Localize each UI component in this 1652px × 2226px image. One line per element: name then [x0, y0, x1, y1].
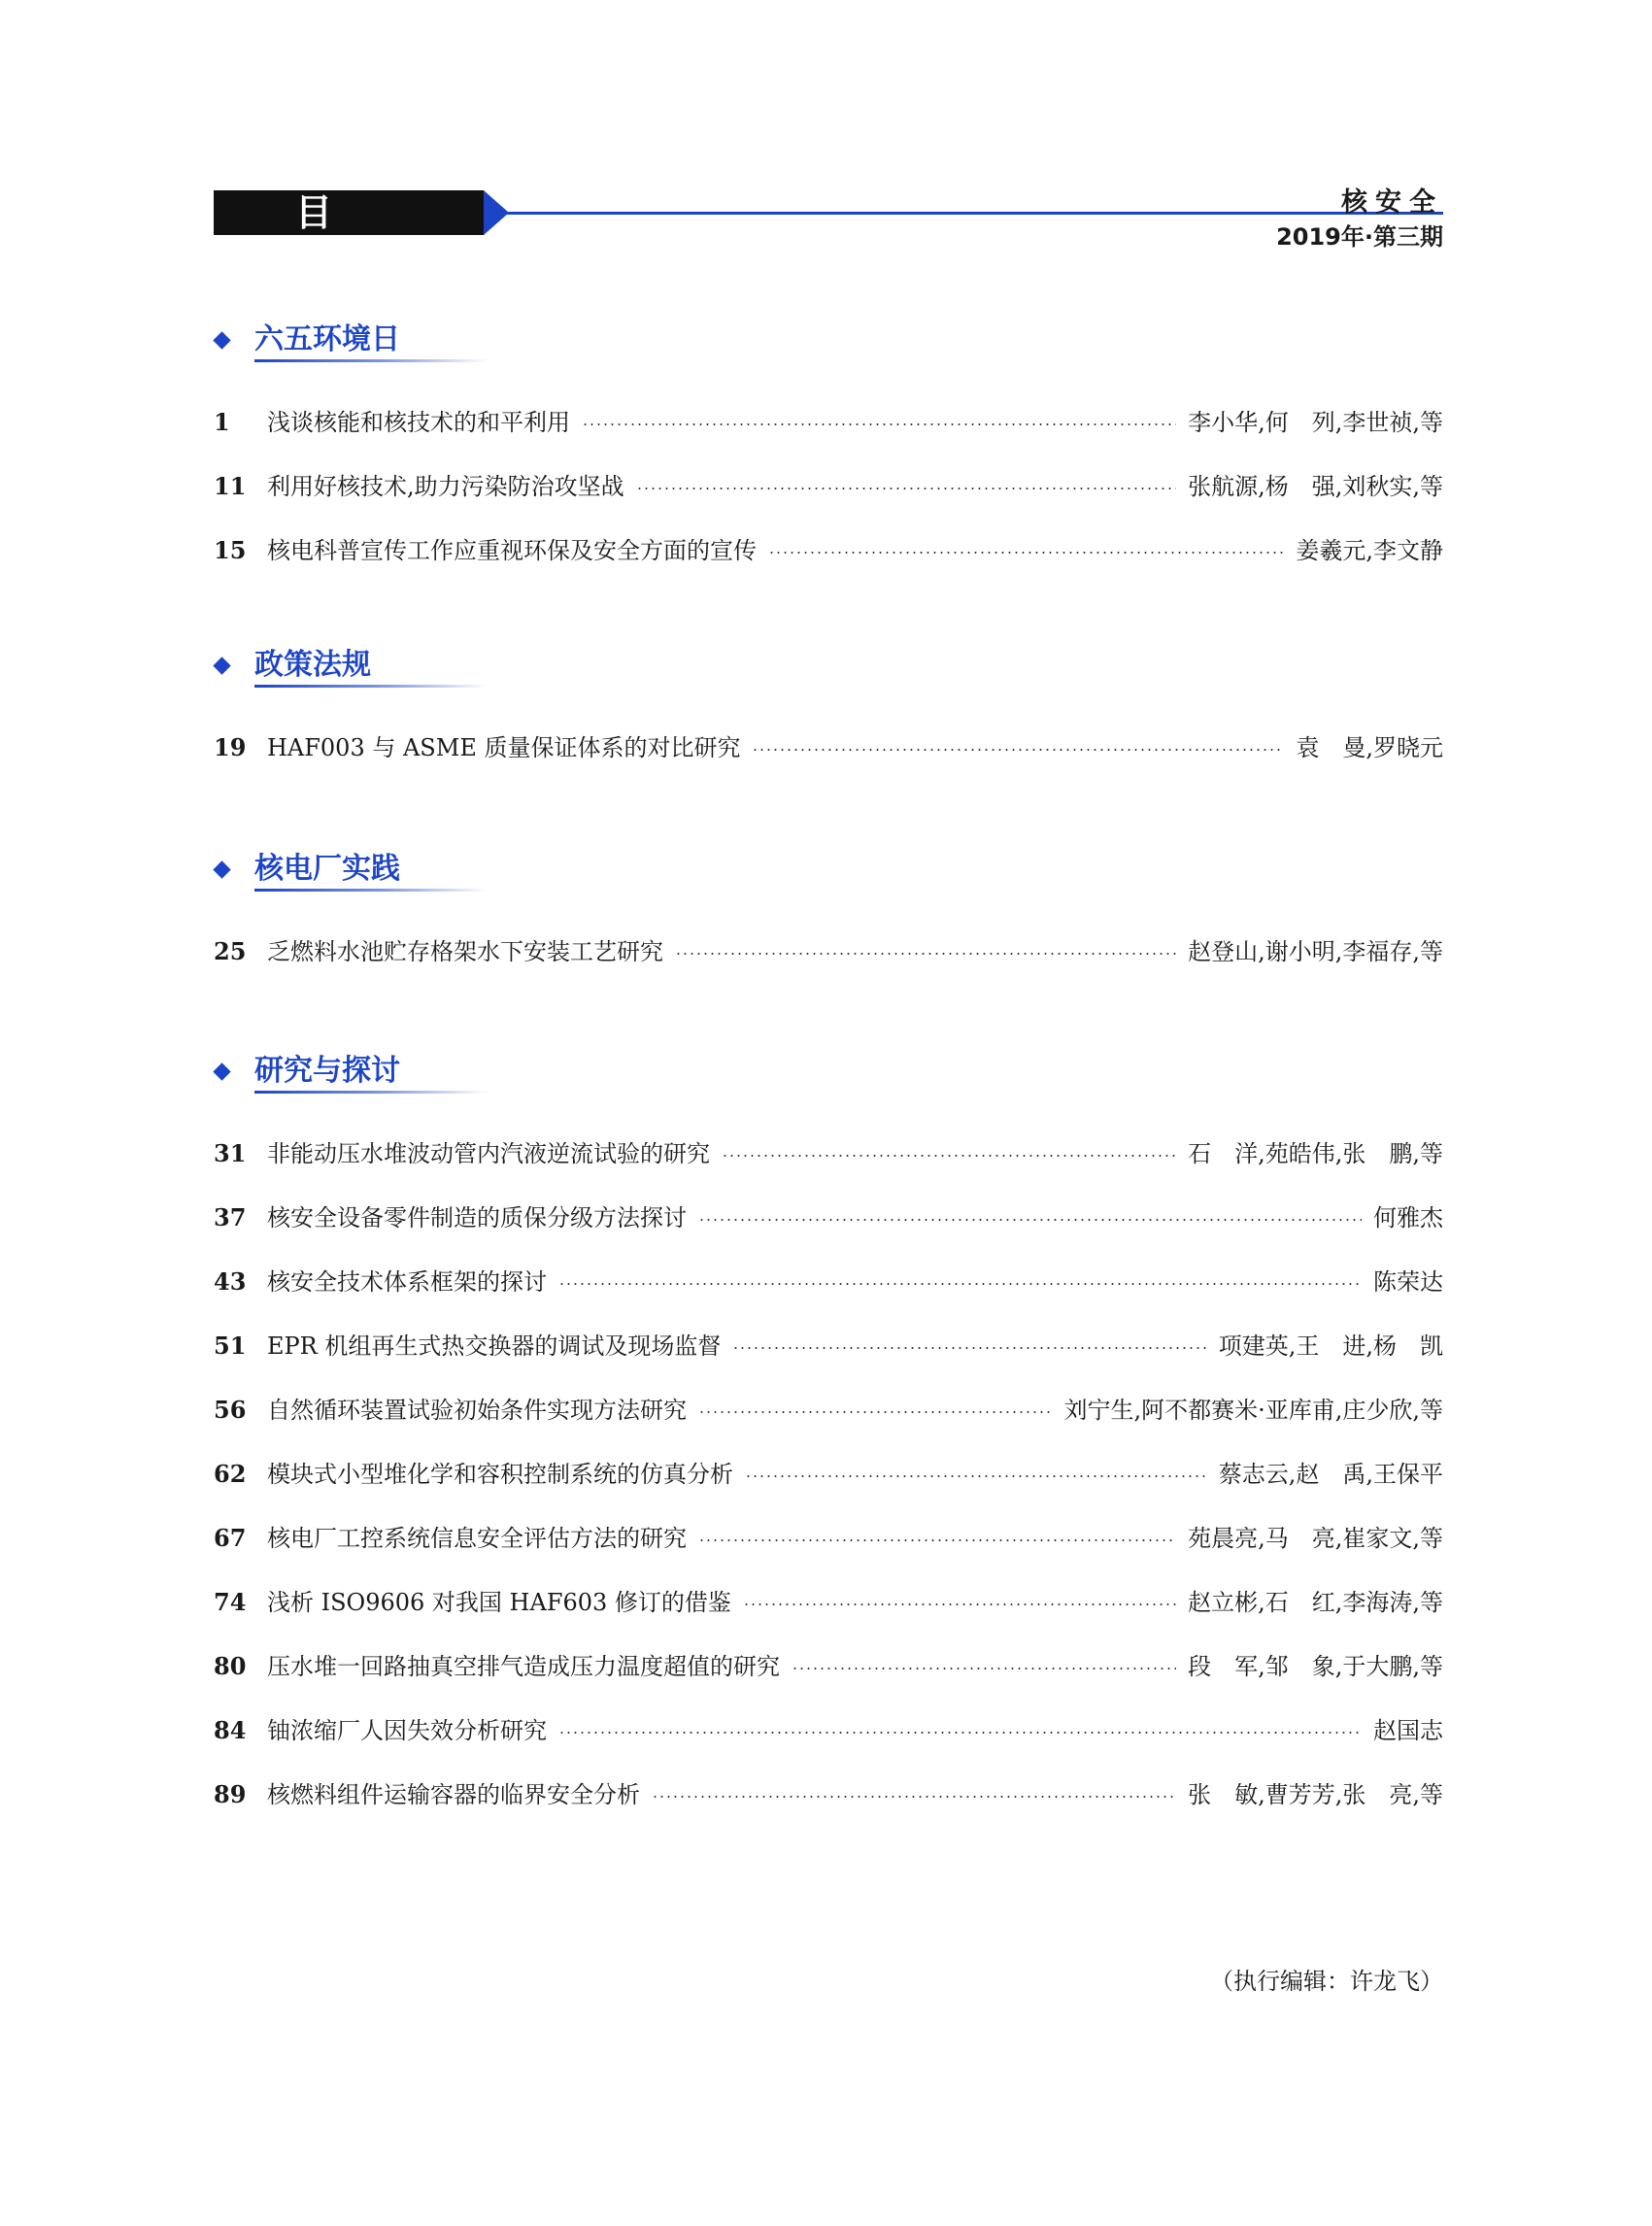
dot-leader — [732, 1347, 1206, 1349]
dot-leader — [745, 1475, 1207, 1477]
entry-authors: 项建英,王 进,杨 凯 — [1218, 1332, 1443, 1360]
entry-page-number: 19 — [214, 733, 247, 761]
entry-title: 核安全设备零件制造的质保分级方法探讨 — [267, 1204, 687, 1231]
dot-leader — [792, 1668, 1176, 1670]
entry-title: 核电科普宣传工作应重视环保及安全方面的宣传 — [267, 537, 757, 564]
entry-list — [214, 390, 1443, 583]
diamond-bullet-icon — [213, 860, 230, 878]
dot-leader — [698, 1539, 1176, 1541]
section-underline — [254, 1091, 488, 1094]
dot-leader — [582, 423, 1176, 425]
executive-editor: （执行编辑：许龙飞） — [1210, 1968, 1443, 1995]
entry-page-number: 11 — [214, 472, 247, 500]
journal-name: 核安全 — [1341, 187, 1443, 218]
entry-authors: 张航源,杨 强,刘秋实,等 — [1188, 473, 1443, 500]
toc-entry[interactable] — [214, 716, 1443, 780]
entry-authors: 李小华,何 列,李世祯,等 — [1188, 409, 1443, 436]
toc-section — [214, 1052, 1443, 1827]
entry-page-number: 15 — [214, 536, 247, 564]
entry-authors: 姜羲元,李文静 — [1296, 537, 1443, 564]
toc-header-bar: 目 次 — [214, 190, 484, 235]
entry-page-number: 51 — [214, 1332, 247, 1360]
entry-authors: 苑晨亮,马 亮,崔家文,等 — [1188, 1525, 1443, 1552]
entry-title: 利用好核技术,助力污染防治攻坚战 — [267, 473, 624, 500]
entry-page-number: 31 — [214, 1139, 247, 1167]
entry-page-number: 67 — [214, 1524, 247, 1552]
toc-entry[interactable] — [214, 1506, 1443, 1570]
dot-leader — [722, 1155, 1176, 1157]
dot-leader — [652, 1796, 1176, 1798]
section-title: 政策法规 — [254, 648, 371, 682]
entry-title: 压水堆一回路抽真空排气造成压力温度超值的研究 — [267, 1653, 780, 1680]
toc-entry[interactable] — [214, 1570, 1443, 1635]
dot-leader — [675, 953, 1176, 955]
toc-entry[interactable] — [214, 1442, 1443, 1506]
entry-title: 模块式小型堆化学和容积控制系统的仿真分析 — [267, 1461, 733, 1488]
toc-entry[interactable] — [214, 519, 1443, 583]
dot-leader — [768, 552, 1284, 554]
entry-title: 核电厂工控系统信息安全评估方法的研究 — [267, 1525, 687, 1552]
section-heading — [214, 1052, 1443, 1091]
entry-title: 核安全技术体系框架的探讨 — [267, 1268, 547, 1296]
entry-page-number: 1 — [214, 408, 230, 436]
diamond-bullet-icon — [213, 331, 230, 349]
entry-authors: 段 军,邹 象,于大鹏,等 — [1188, 1653, 1443, 1680]
section-title: 研究与探讨 — [254, 1054, 400, 1088]
section-underline — [254, 685, 488, 688]
entry-list — [214, 1122, 1443, 1827]
entry-title: 浅析 ISO9606 对我国 HAF603 修订的借鉴 — [267, 1589, 731, 1616]
dot-leader — [752, 749, 1284, 751]
entry-page-number: 43 — [214, 1267, 247, 1296]
entry-title: 非能动压水堆波动管内汽液逆流试验的研究 — [267, 1140, 710, 1167]
diamond-bullet-icon — [213, 1062, 230, 1080]
entry-authors: 蔡志云,赵 禹,王保平 — [1218, 1461, 1443, 1488]
entry-title: 乏燃料水池贮存格架水下安装工艺研究 — [267, 938, 663, 965]
section-heading — [214, 646, 1443, 685]
toc-entry[interactable] — [214, 1699, 1443, 1763]
toc-entry[interactable] — [214, 1378, 1443, 1442]
section-title: 核电厂实践 — [254, 852, 400, 886]
entry-authors: 赵国志 — [1373, 1717, 1443, 1744]
entry-title: 核燃料组件运输容器的临界安全分析 — [267, 1781, 640, 1808]
toc-entry[interactable] — [214, 1763, 1443, 1827]
entry-page-number: 25 — [214, 937, 247, 965]
entry-title: 浅谈核能和核技术的和平利用 — [267, 409, 570, 436]
toc-entry[interactable] — [214, 1314, 1443, 1378]
dot-leader — [558, 1283, 1362, 1285]
entry-list — [214, 920, 1443, 984]
toc-section — [214, 850, 1443, 984]
entry-list — [214, 716, 1443, 780]
dot-leader — [636, 488, 1176, 489]
section-title: 六五环境日 — [254, 322, 400, 356]
section-underline — [254, 889, 488, 892]
section-underline — [254, 359, 488, 362]
entry-authors: 赵登山,谢小明,李福存,等 — [1188, 938, 1443, 965]
toc-section — [214, 646, 1443, 780]
section-heading — [214, 320, 1443, 359]
diamond-bullet-icon — [213, 657, 230, 674]
toc-entry[interactable] — [214, 455, 1443, 519]
dot-leader — [698, 1411, 1052, 1413]
entry-authors: 石 洋,苑皓伟,张 鹏,等 — [1188, 1140, 1443, 1167]
entry-page-number: 84 — [214, 1716, 247, 1744]
dot-leader — [743, 1603, 1176, 1605]
entry-title: 自然循环装置试验初始条件实现方法研究 — [267, 1397, 687, 1424]
toc-entry[interactable] — [214, 1250, 1443, 1314]
entry-authors: 张 敏,曹芳芳,张 亮,等 — [1188, 1781, 1443, 1808]
entry-page-number: 89 — [214, 1780, 247, 1808]
section-heading — [214, 850, 1443, 889]
toc-entry[interactable] — [214, 1122, 1443, 1186]
toc-section — [214, 320, 1443, 583]
entry-authors: 赵立彬,石 红,李海涛,等 — [1188, 1589, 1443, 1616]
entry-authors: 何雅杰 — [1373, 1204, 1443, 1231]
dot-leader — [558, 1732, 1362, 1734]
entry-title: HAF003 与 ASME 质量保证体系的对比研究 — [267, 734, 741, 761]
entry-title: EPR 机组再生式热交换器的调试及现场监督 — [267, 1332, 722, 1360]
entry-page-number: 56 — [214, 1396, 247, 1424]
dot-leader — [698, 1219, 1362, 1221]
entry-authors: 陈荣达 — [1373, 1268, 1443, 1296]
toc-entry[interactable] — [214, 1186, 1443, 1250]
toc-entry[interactable] — [214, 920, 1443, 984]
entry-title: 铀浓缩厂人因失效分析研究 — [267, 1717, 547, 1744]
entry-authors: 袁 曼,罗晓元 — [1296, 734, 1443, 761]
entry-page-number: 74 — [214, 1588, 247, 1616]
toc-entry[interactable] — [214, 390, 1443, 455]
journal-issue: 2019年·第三期 — [1276, 223, 1443, 251]
entry-authors: 刘宁生,阿不都赛米·亚库甫,庄少欣,等 — [1063, 1397, 1443, 1424]
toc-entry[interactable] — [214, 1635, 1443, 1699]
entry-page-number: 80 — [214, 1652, 247, 1680]
entry-page-number: 62 — [214, 1460, 247, 1488]
entry-page-number: 37 — [214, 1203, 247, 1231]
